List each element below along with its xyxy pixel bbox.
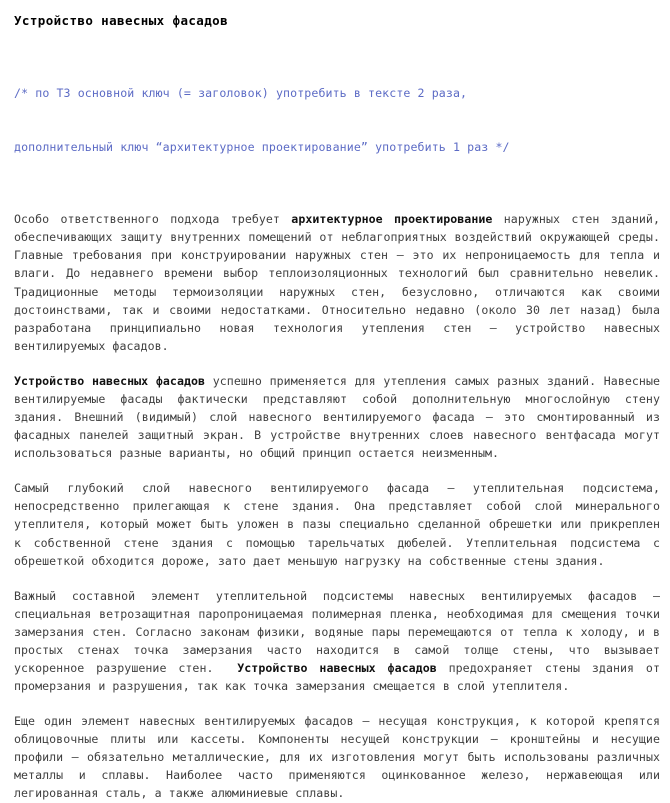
technical-comment xyxy=(14,50,660,194)
technical-comment-line-2: дополнительный ключ “архитектурное проектирование” употребить 1 раз */ xyxy=(14,140,510,155)
paragraph-text: Важный составной элемент утеплительной подсистемы навесных вентилируемых фасадов – специальная ветрозащитная паропроницаемая полимерная пленка, необходимая для смещения точки замерзания стен. Согласно законам физики, водяные пары перемещаются от тепла к холоду, и в простых стенах точка замерзания часто находится в самой толще стены, что вызывает ускоренное разрушение стен. xyxy=(14,588,660,675)
paragraph xyxy=(14,210,660,355)
keyword-phrase: архитектурное проектирование xyxy=(291,212,493,227)
paragraph xyxy=(14,479,660,569)
page-title: Устройство навесных фасадов xyxy=(14,13,228,28)
paragraph-text: Еще один элемент навесных вентилируемых фасадов – несущая конструкция, к которой крепятся облицовочные плиты или кассеты. Компоненты несущей конструкции – кронштейны и несущие профили – обязательно металлические, для их изготовления могут быть использованы различных металлы и сплавы. Наиболее часто применяются оцинкованное железо, нержавеющая или легированная сталь, а также алюминиевые сплавы. xyxy=(14,714,660,801)
paragraph xyxy=(14,712,660,802)
paragraph-text: Особо ответственного подхода требует xyxy=(14,212,292,227)
paragraph xyxy=(14,372,660,462)
paragraph-text: предохраняет стены здания от промерзания и разрушения, так как точка замерзания смещается в слой утеплителя. xyxy=(14,660,660,694)
keyword-phrase: Устройство навесных фасадов xyxy=(14,373,206,388)
paragraph-text: наружных стен зданий, обеспечивающих защиту внутренних помещений от неблагоприятных воздействий окружающей среды. Главные требования при конструировании наружных стен – это их непроницаемость для тепла и влаги. До недавнего времени выбор теплоизоляционных технологий был сравнительно невелик. Традиционные методы термоизоляции наружных стен, безусловно, отличаются как своими достоинствами, так и своими недостатками. Относительно недавно (около 30 лет назад) была разработана принципиально новая технология утепления стен – устройство навесных вентилируемых фасадов. xyxy=(14,212,660,353)
paragraph-text: успешно применяется для утепления самых разных зданий. Навесные вентилируемые фасады фактически представляют собой дополнительную многослойную стену здания. Внешний (видимый) слой навесного вентилируемого фасада – это смонтированный из фасадных панелей защитный экран. В устройстве внутренних слоев навесного вентфасада могут использоваться разные варианты, но общий принцип остается неизменным. xyxy=(14,373,661,461)
paragraph-text: Самый глубокий слой навесного вентилируемого фасада – утеплительная подсистема, непосредственно прилегающая к стене здания. Она представляет собой слой минерального утеплителя, который может быть уложен в пазы специально сделанной обрешетки или прикреплен к собственной стене здания с помощью тарельчатых дюбелей. Утеплительная подсистема с обрешеткой обходится дороже, зато дает меньшую нагрузку на собственные стены здания. xyxy=(14,481,660,568)
keyword-phrase: Устройство навесных фасадов xyxy=(237,660,437,675)
technical-comment-line-1: /* по ТЗ основной ключ (= заголовок) употребить в тексте 2 раза, xyxy=(14,86,468,101)
paragraph xyxy=(14,587,660,695)
